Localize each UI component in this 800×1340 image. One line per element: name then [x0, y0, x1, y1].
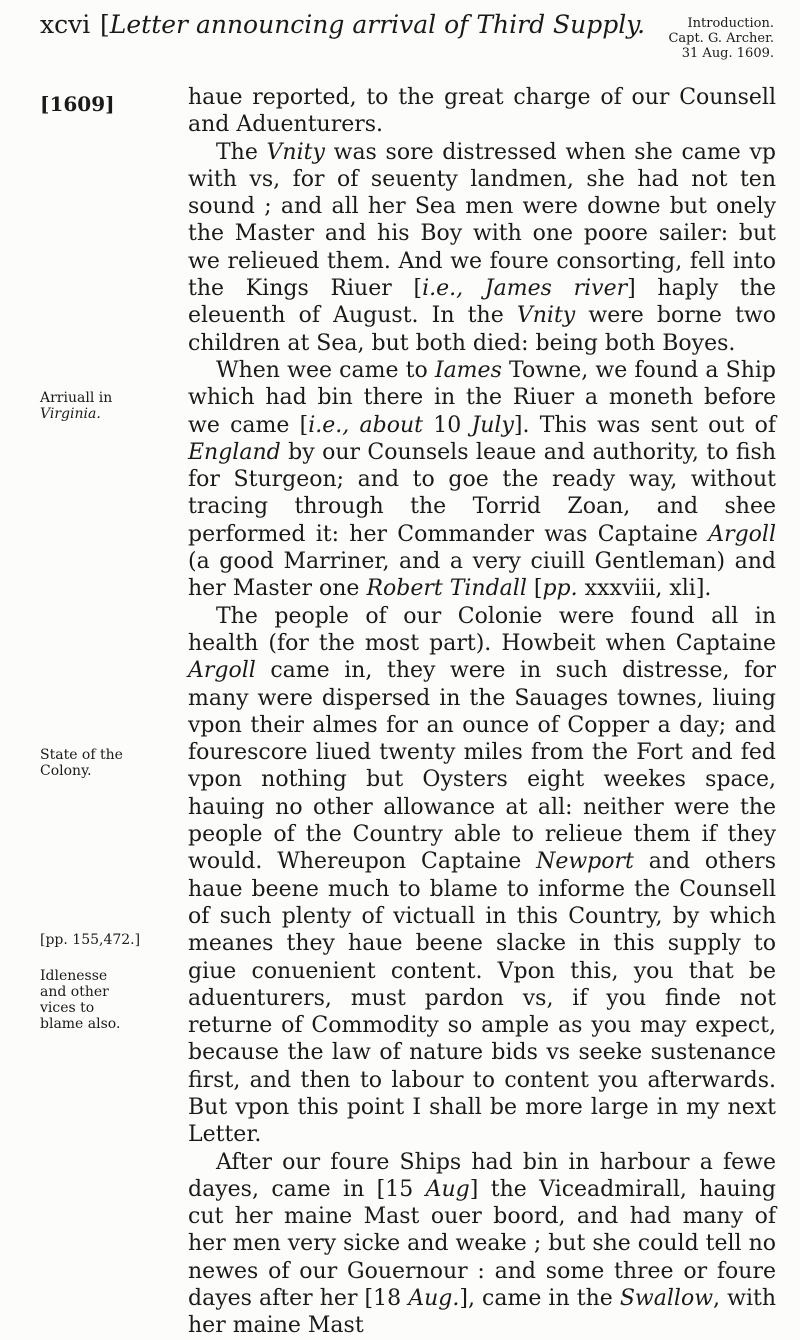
title-bracket: [: [100, 10, 110, 39]
margin-note-line: blame also.: [40, 1016, 121, 1032]
margin-note-pages: [40, 932, 180, 948]
paragraph: The people of our Colonie were found all in health (for the most part). Howbeit when Captaine Argoll came in, they were in such distresse, for many were dispersed in the Sauages townes, liuing vpon their almes for an ounce of Copper a day; and fourescore liued twenty miles from the Fort and fed vpon nothing but Oysters eight weekes space, hauing no other allowance at all: neither were the people of the Country able to relieue them if they would. Whereupon Captaine Newport and others haue beene much to blame to informe the Counsell of such plenty of victuall in this Country, by which meanes they haue beene slacke in this supply to giue conuenient content. Vpon this, you that be aduenturers, must pardon vs, if you finde not returne of Commodity so ample as you may expect, because the law of nature bids vs seeke sustenance first, and then to labour to content you afterwards. But vpon this point I shall be more large in my next Letter.: [188, 603, 776, 1148]
margin-note-italic: Virginia.: [40, 406, 101, 422]
running-header: [0, 10, 800, 80]
margin-note-line: Arriuall in: [40, 390, 113, 406]
margin-note-line: vices to: [40, 1000, 95, 1016]
year-marker: [1609]: [40, 92, 115, 116]
margin-note-line: Colony.: [40, 763, 92, 779]
section-date: 31 Aug. 1609.: [681, 46, 774, 61]
paragraph: After our foure Ships had bin in harbour a fewe dayes, came in [15 Aug] the Viceadmirall, hauing cut her maine Mast ouer boord, and had many of her men very sicke and weake ; but she could tell no newes of our Gouernour : and some three or foure dayes after her [18 Aug.], came in the Swallow, with her maine Mast: [188, 1149, 776, 1339]
title-text: Letter announcing arrival of Third Supply.: [109, 10, 646, 39]
section-heading: [668, 16, 774, 61]
paragraph: When wee came to Iames Towne, we found a Ship which had bin there in the Riuer a moneth before we came [i.e., about 10 July]. This was sent out of England by our Counsels leaue and authority, to fish for Sturgeon; and to goe the ready way, without tracing through the Torrid Zoan, and shee performed it: her Commander was Captaine Argoll (a good Marriner, and a very ciuill Gentleman) and her Master one Robert Tindall [pp. xxxviii, xli].: [188, 357, 777, 602]
margin-note-line: [40, 406, 180, 422]
margin-note-idlenesse: [40, 968, 180, 1032]
margin-note-state: [40, 747, 180, 779]
paragraph: haue reported, to the great charge of our Counsell and Aduenturers.: [188, 85, 776, 138]
paragraph: The Vnity was sore distressed when she came vp with vs, for of seuenty landmen, she had not ten sound ; and all her Sea men were downe but onely the Master and his Boy with one poore sailer: but we relieued them. And we foure consorting, fell into the Kings Riuer [i.e., James river] haply the eleuenth of August. In the Vnity were borne two children at Sea, but both died: being both Boyes.: [188, 139, 776, 356]
section-author: Capt. G. Archer.: [668, 31, 774, 46]
margin-note-line: [pp. 155,472.]: [40, 932, 141, 948]
running-title: [100, 10, 645, 39]
margin-note-line: Idlenesse: [40, 968, 108, 984]
body-text: [188, 84, 776, 1340]
margin-note-line: and other: [40, 984, 109, 1000]
margin-note-line: State of the: [40, 747, 123, 763]
page-number: xcvi: [40, 10, 91, 39]
margin-note-arriuall: [40, 390, 180, 422]
section-title: Introduction.: [687, 16, 774, 31]
